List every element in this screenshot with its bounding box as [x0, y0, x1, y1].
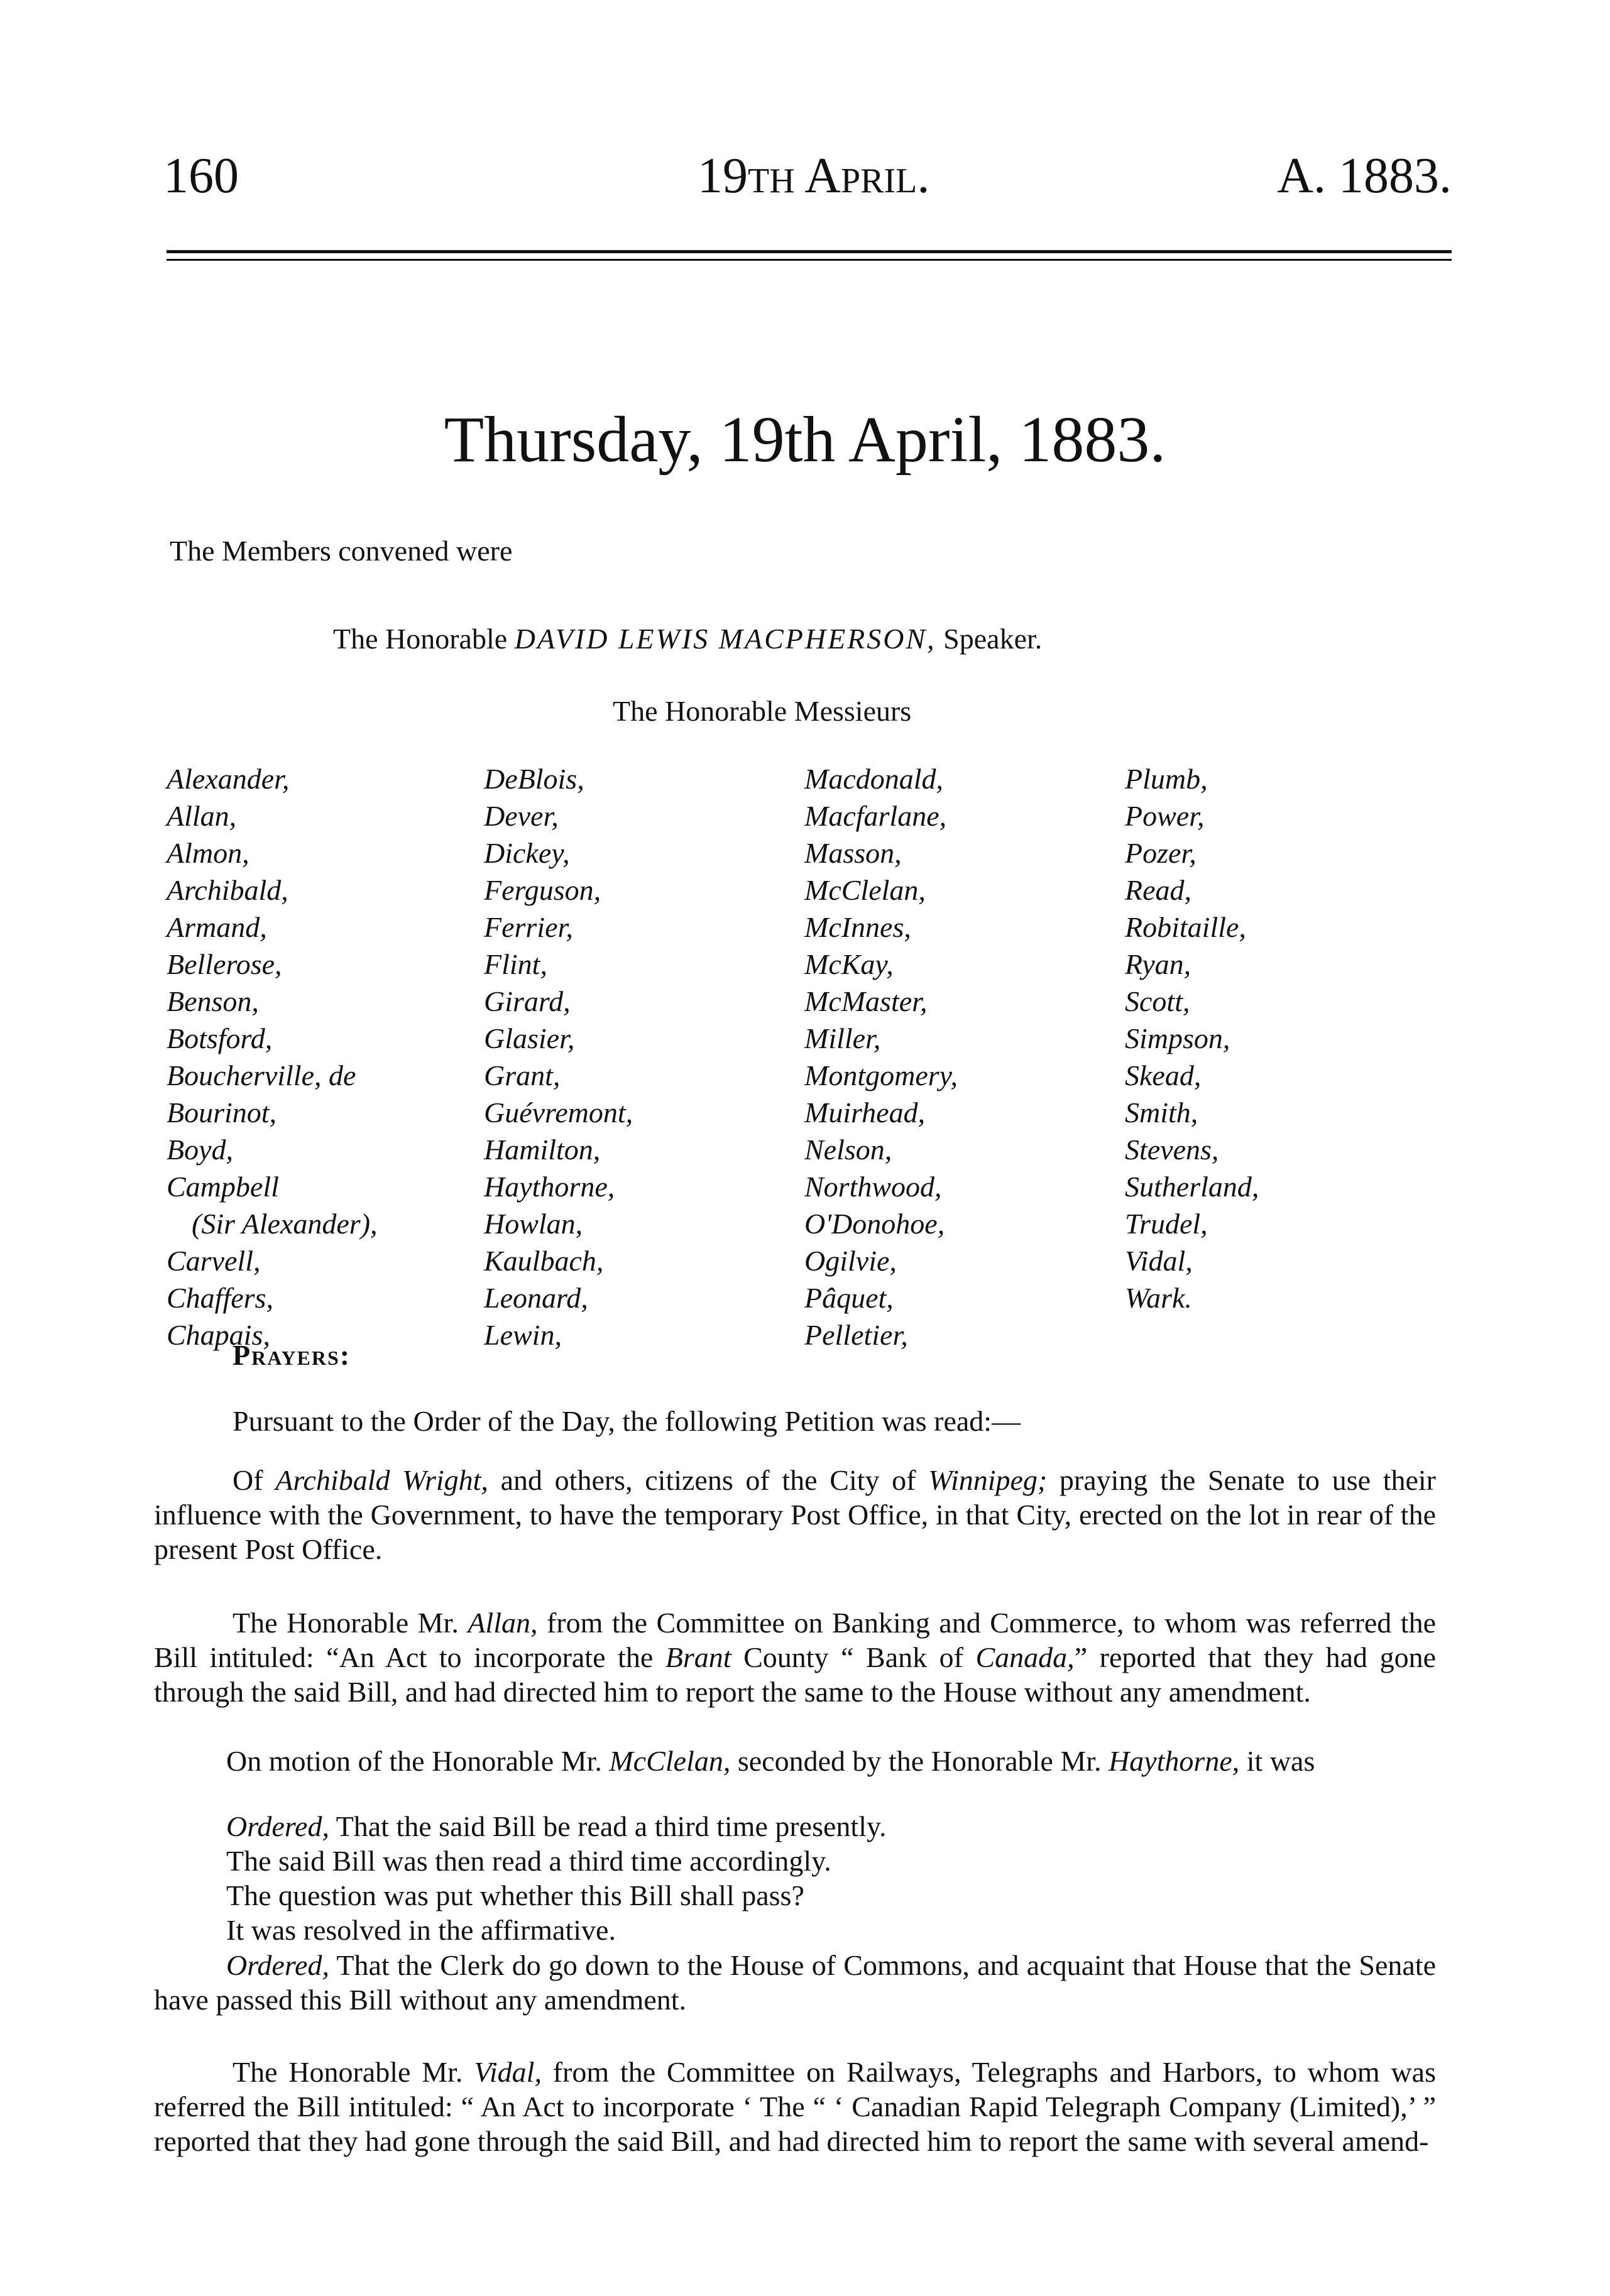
member-name: Haythorne,	[484, 1171, 615, 1203]
member-name: Macfarlane,	[804, 800, 947, 832]
member-name: Pelletier,	[804, 1319, 908, 1351]
motion-mover: McClelan,	[609, 1745, 731, 1777]
messieurs-heading: The Honorable Messieurs	[613, 695, 912, 727]
member-name: Robitaille,	[1125, 911, 1246, 943]
ordered-word: Ordered,	[226, 1810, 329, 1842]
member-name: Glasier,	[484, 1022, 575, 1054]
member-name: Allan,	[167, 800, 237, 832]
ordered-third-reading	[226, 1810, 887, 1843]
member-name: Guévremont,	[484, 1096, 633, 1129]
member-name: Archibald,	[167, 874, 288, 906]
member-name: Sutherland,	[1125, 1171, 1259, 1203]
member-name: Stevens,	[1125, 1134, 1219, 1166]
member-name: Skead,	[1125, 1059, 1202, 1091]
member-name: Boyd,	[167, 1134, 234, 1166]
header-rule-thick	[167, 250, 1452, 253]
member-name: Lewin,	[484, 1319, 562, 1351]
vidal-b: from the Committee on Railways, Telegraphs and Harbors, to whom was referred the Bill intituled: “ An Act to incorporate ‘ The “ ‘ Canadian Rapid Telegraph Company (Limited),’ ” reported that they had gone through the said Bill, and had directed him to report the same with several amend-	[154, 2056, 1436, 2157]
member-name: Botsford,	[167, 1022, 273, 1054]
page-number: 160	[163, 148, 239, 204]
sitting-title: Thursday, 19th April, 1883.	[444, 403, 1166, 476]
member-name: Scott,	[1125, 985, 1190, 1017]
allan-b: from the Committee on Banking and Commerce, to whom was referred the Bill intituled: “An Act to incorporate the	[154, 1607, 1436, 1673]
vidal-a: The Honorable Mr.	[233, 2056, 474, 2088]
member-name: O'Donohoe,	[804, 1208, 945, 1240]
allan-d: ” reported that they had gone through the said Bill, and had directed him to report the same to the House without any amendment.	[154, 1641, 1437, 1708]
member-name: Trudel,	[1125, 1208, 1208, 1240]
prayers-heading: Prayers:	[233, 1339, 351, 1371]
vidal-name: Vidal,	[474, 2056, 542, 2088]
petition-mid: and others, citizens of the City of	[488, 1464, 929, 1496]
clerk-order-paragraph	[154, 1948, 1436, 2017]
member-name: McMaster,	[804, 985, 928, 1017]
member-name: Miller,	[804, 1022, 881, 1054]
allan-brant: Brant	[665, 1641, 731, 1673]
motion-seconder: Haythorne,	[1109, 1745, 1240, 1777]
member-name: Kaulbach,	[484, 1245, 604, 1277]
member-name: Bourinot,	[167, 1096, 277, 1129]
resolved-line: It was resolved in the affirmative.	[226, 1914, 616, 1946]
members-column-4	[1125, 760, 1259, 1316]
member-name: Carvell,	[167, 1245, 261, 1277]
member-name: McKay,	[804, 948, 894, 980]
member-name: Ferrier,	[484, 911, 573, 943]
member-name: DeBlois,	[484, 763, 584, 795]
speaker-suffix: Speaker.	[936, 623, 1043, 655]
petition-city: Winnipeg;	[928, 1464, 1048, 1496]
member-name: Vidal,	[1125, 1245, 1193, 1277]
member-name: Muirhead,	[804, 1096, 926, 1129]
member-name: Chaffers,	[167, 1282, 273, 1314]
question-line: The question was put whether this Bill shall pass?	[226, 1879, 804, 1911]
petition-rest: praying the Senate to use their influence with the Government, to have the temporary Post Office, in that City, erected on the lot in rear of the present Post Office.	[154, 1464, 1436, 1565]
member-name: Grant,	[484, 1059, 561, 1091]
member-name: Smith,	[1125, 1096, 1198, 1129]
member-name: Boucherville, de	[167, 1059, 356, 1091]
running-head	[163, 148, 1452, 217]
motion-b: seconded by the Honorable Mr.	[730, 1745, 1109, 1777]
member-name: Ryan,	[1125, 948, 1191, 980]
vidal-report-paragraph	[154, 2055, 1436, 2158]
allan-c: County “ Bank of	[731, 1641, 976, 1673]
third-reading-line: The said Bill was then read a third time accordingly.	[226, 1845, 831, 1877]
allan-a: The Honorable Mr.	[233, 1607, 468, 1639]
member-name: Armand,	[167, 911, 267, 943]
allan-canada: Canada,	[975, 1641, 1075, 1673]
motion-c: it was	[1239, 1745, 1315, 1777]
member-name: Campbell	[167, 1171, 279, 1203]
member-name: Flint,	[484, 948, 547, 980]
member-name: Pozer,	[1125, 837, 1197, 869]
ordered-text: That the said Bill be read a third time presently.	[329, 1810, 887, 1842]
header-rule-thin	[167, 259, 1452, 261]
member-name: Power,	[1125, 800, 1205, 832]
member-name: Wark.	[1125, 1282, 1192, 1314]
speaker-line	[333, 622, 1042, 655]
motion-a: On motion of the Honorable Mr.	[226, 1745, 610, 1777]
motion-paragraph	[154, 1744, 1436, 1778]
member-name: Nelson,	[804, 1134, 892, 1166]
member-name: Leonard,	[484, 1282, 588, 1314]
member-name: Simpson,	[1125, 1022, 1230, 1054]
member-name: Benson,	[167, 985, 259, 1017]
clerk-ordered-word: Ordered,	[226, 1949, 329, 1981]
member-name: Pâquet,	[804, 1282, 894, 1314]
member-name: Northwood,	[804, 1171, 942, 1203]
member-name: Ferguson,	[484, 874, 601, 906]
member-name: Masson,	[804, 837, 902, 869]
members-column-1	[167, 760, 378, 1353]
members-convened-line: The Members convened were	[170, 535, 513, 567]
members-column-3	[804, 760, 958, 1353]
allan-name: Allan,	[468, 1607, 538, 1639]
order-of-day-line: Pursuant to the Order of the Day, the following Petition was read:—	[233, 1405, 1021, 1437]
member-name: Alexander,	[167, 763, 290, 795]
petition-paragraph	[154, 1463, 1436, 1566]
member-name: McClelan,	[804, 874, 926, 906]
member-name: Girard,	[484, 985, 571, 1017]
speaker-prefix: The Honorable	[333, 623, 515, 655]
member-name: McInnes,	[804, 911, 911, 943]
running-head-date: 19th April.	[698, 148, 930, 204]
member-name: Almon,	[167, 837, 249, 869]
member-name: Macdonald,	[804, 763, 944, 795]
member-name: Howlan,	[484, 1208, 583, 1240]
member-name: Read,	[1125, 874, 1192, 906]
petitioner-name: Archibald Wright,	[275, 1464, 488, 1496]
member-name: Hamilton,	[484, 1134, 601, 1166]
member-name: Plumb,	[1125, 763, 1208, 795]
member-name: Dever,	[484, 800, 559, 832]
member-name: Chapais,	[167, 1319, 270, 1351]
member-name: Ogilvie,	[804, 1245, 897, 1277]
member-name: Dickey,	[484, 837, 570, 869]
petition-of: Of	[233, 1464, 276, 1496]
allan-report-paragraph	[154, 1605, 1436, 1709]
clerk-text: That the Clerk do go down to the House of Commons, and acquaint that House that the Senate have passed this Bill without any amendment.	[154, 1949, 1436, 2016]
member-name: Bellerose,	[167, 948, 282, 980]
speaker-name: DAVID LEWIS MACPHERSON,	[514, 623, 936, 655]
running-head-year: A. 1883.	[1277, 148, 1452, 204]
members-column-2	[484, 760, 633, 1353]
member-name: Montgomery,	[804, 1059, 958, 1091]
member-name: (Sir Alexander),	[192, 1208, 378, 1240]
